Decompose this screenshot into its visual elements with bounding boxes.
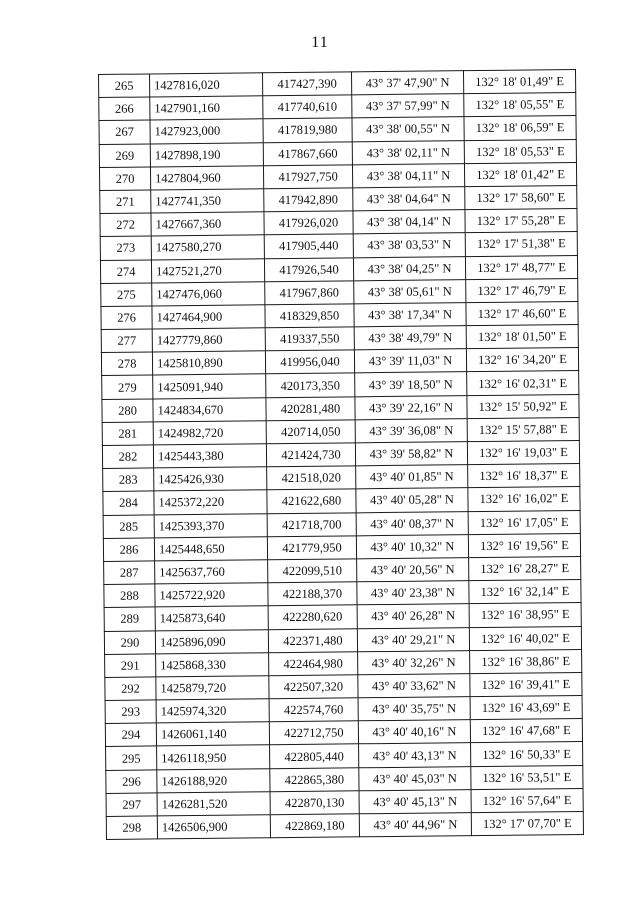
longitude-cell: 132° 16' 16,02" E [468, 487, 580, 511]
longitude-cell: 132° 18' 06,59" E [464, 116, 576, 140]
point-number-cell: 277 [101, 329, 152, 353]
y-coordinate-cell: 419956,040 [265, 350, 354, 374]
longitude-cell: 132° 17' 46,60" E [466, 301, 578, 325]
latitude-cell: 43° 40' 35,75" N [358, 697, 470, 721]
longitude-cell: 132° 17' 51,38" E [465, 232, 577, 256]
latitude-cell: 43° 37' 47,90" N [351, 71, 463, 95]
latitude-cell: 43° 40' 40,16" N [358, 720, 470, 744]
longitude-cell: 132° 16' 19,03" E [467, 440, 579, 464]
longitude-cell: 132° 17' 46,79" E [466, 278, 578, 302]
x-coordinate-cell: 1426188,920 [157, 768, 270, 792]
y-coordinate-cell: 417927,750 [263, 165, 352, 189]
point-number-cell: 281 [102, 422, 153, 446]
point-number-cell: 287 [104, 561, 155, 585]
latitude-cell: 43° 37' 57,99" N [352, 94, 464, 118]
x-coordinate-cell: 1427804,960 [150, 166, 263, 190]
point-number-cell: 298 [106, 816, 157, 840]
latitude-cell: 43° 40' 32,26" N [358, 650, 470, 674]
point-number-cell: 283 [103, 468, 154, 492]
x-coordinate-cell: 1425393,370 [154, 513, 267, 537]
x-coordinate-cell: 1425448,650 [154, 537, 267, 561]
x-coordinate-cell: 1426061,140 [156, 722, 269, 746]
point-number-cell: 286 [103, 538, 154, 562]
point-number-cell: 285 [103, 514, 154, 538]
y-coordinate-cell: 422574,760 [269, 698, 358, 722]
longitude-cell: 132° 16' 43,69" E [470, 696, 582, 720]
longitude-cell: 132° 18' 01,42" E [464, 162, 576, 186]
longitude-cell: 132° 16' 02,31" E [467, 371, 579, 395]
point-number-cell: 270 [99, 167, 150, 191]
y-coordinate-cell: 417819,980 [263, 118, 352, 142]
point-number-cell: 282 [102, 445, 153, 469]
y-coordinate-cell: 417740,610 [263, 95, 352, 119]
point-number-cell: 292 [105, 677, 156, 701]
latitude-cell: 43° 39' 18,50" N [355, 372, 467, 396]
y-coordinate-cell: 420281,480 [266, 396, 355, 420]
x-coordinate-cell: 1425426,930 [154, 467, 267, 491]
longitude-cell: 132° 18' 05,53" E [464, 139, 576, 163]
latitude-cell: 43° 40' 29,21" N [357, 627, 469, 651]
longitude-cell: 132° 18' 05,55" E [464, 93, 576, 117]
x-coordinate-cell: 1426118,950 [157, 745, 270, 769]
latitude-cell: 43° 39' 58,82" N [355, 442, 467, 466]
point-number-cell: 284 [103, 491, 154, 515]
y-coordinate-cell: 422712,750 [269, 721, 358, 745]
y-coordinate-cell: 422464,980 [269, 652, 358, 676]
y-coordinate-cell: 417926,540 [264, 257, 353, 281]
latitude-cell: 43° 38' 04,14" N [353, 210, 465, 234]
x-coordinate-cell: 1427464,900 [152, 305, 265, 329]
x-coordinate-cell: 1426281,520 [157, 792, 270, 816]
latitude-cell: 43° 39' 36,08" N [355, 418, 467, 442]
latitude-cell: 43° 38' 04,25" N [353, 256, 465, 280]
point-number-cell: 269 [99, 144, 150, 168]
point-number-cell: 295 [106, 746, 157, 770]
y-coordinate-cell: 422099,510 [268, 559, 357, 583]
x-coordinate-cell: 1425637,760 [155, 560, 268, 584]
y-coordinate-cell: 422507,320 [269, 675, 358, 699]
longitude-cell: 132° 16' 32,14" E [469, 580, 581, 604]
y-coordinate-cell: 422870,130 [270, 791, 359, 815]
longitude-cell: 132° 16' 39,41" E [470, 672, 582, 696]
y-coordinate-cell: 422280,620 [268, 605, 357, 629]
y-coordinate-cell: 417967,860 [265, 281, 354, 305]
longitude-cell: 132° 16' 57,64" E [471, 788, 583, 812]
longitude-cell: 132° 16' 53,51" E [471, 765, 583, 789]
latitude-cell: 43° 40' 26,28" N [357, 604, 469, 628]
longitude-cell: 132° 16' 17,05" E [468, 510, 580, 534]
x-coordinate-cell: 1427923,000 [150, 119, 263, 143]
latitude-cell: 43° 38' 05,61" N [354, 279, 466, 303]
point-number-cell: 272 [100, 213, 151, 237]
x-coordinate-cell: 1425974,320 [156, 699, 269, 723]
point-number-cell: 296 [106, 770, 157, 794]
point-number-cell: 274 [100, 259, 151, 283]
x-coordinate-cell: 1425868,330 [156, 652, 269, 676]
x-coordinate-cell: 1427816,020 [150, 73, 263, 97]
longitude-cell: 132° 15' 57,88" E [467, 417, 579, 441]
x-coordinate-cell: 1425091,940 [153, 374, 266, 398]
y-coordinate-cell: 417427,390 [262, 72, 351, 96]
y-coordinate-cell: 419337,550 [265, 327, 354, 351]
longitude-cell: 132° 16' 38,95" E [469, 603, 581, 627]
x-coordinate-cell: 1424834,670 [153, 397, 266, 421]
table-row [106, 811, 583, 839]
latitude-cell: 43° 39' 11,03" N [354, 349, 466, 373]
y-coordinate-cell: 417926,020 [264, 211, 353, 235]
longitude-cell: 132° 17' 55,28" E [465, 209, 577, 233]
longitude-cell: 132° 17' 48,77" E [465, 255, 577, 279]
coordinates-table [98, 69, 584, 840]
latitude-cell: 43° 38' 00,55" N [352, 117, 464, 141]
point-number-cell: 288 [104, 584, 155, 608]
y-coordinate-cell: 417942,890 [264, 188, 353, 212]
x-coordinate-cell: 1424982,720 [153, 421, 266, 445]
longitude-cell: 132° 16' 50,33" E [471, 742, 583, 766]
y-coordinate-cell: 417905,440 [264, 234, 353, 258]
latitude-cell: 43° 40' 33,62" N [358, 674, 470, 698]
longitude-cell: 132° 17' 58,60" E [465, 185, 577, 209]
point-number-cell: 290 [104, 630, 155, 654]
longitude-cell: 132° 18' 01,50" E [466, 325, 578, 349]
latitude-cell: 43° 38' 04,64" N [353, 187, 465, 211]
y-coordinate-cell: 422805,440 [270, 744, 359, 768]
y-coordinate-cell: 421518,020 [267, 466, 356, 490]
latitude-cell: 43° 40' 08,37" N [356, 511, 468, 535]
latitude-cell: 43° 40' 10,32" N [356, 534, 468, 558]
point-number-cell: 291 [105, 654, 156, 678]
latitude-cell: 43° 40' 23,38" N [357, 581, 469, 605]
latitude-cell: 43° 38' 02,11" N [352, 140, 464, 164]
x-coordinate-cell: 1427779,860 [152, 328, 265, 352]
point-number-cell: 279 [102, 375, 153, 399]
y-coordinate-cell: 421779,950 [267, 536, 356, 560]
longitude-cell: 132° 15' 50,92" E [467, 394, 579, 418]
latitude-cell: 43° 38' 17,34" N [354, 303, 466, 327]
x-coordinate-cell: 1427521,270 [151, 258, 264, 282]
y-coordinate-cell: 417867,660 [263, 141, 352, 165]
point-number-cell: 266 [99, 97, 150, 121]
y-coordinate-cell: 420714,050 [266, 420, 355, 444]
latitude-cell: 43° 40' 44,96" N [359, 813, 471, 837]
latitude-cell: 43° 40' 01,85" N [356, 465, 468, 489]
latitude-cell: 43° 40' 05,28" N [356, 488, 468, 512]
latitude-cell: 43° 38' 49,79" N [354, 326, 466, 350]
latitude-cell: 43° 40' 45,13" N [359, 789, 471, 813]
point-number-cell: 265 [99, 74, 150, 98]
x-coordinate-cell: 1425879,720 [156, 676, 269, 700]
x-coordinate-cell: 1425896,090 [155, 629, 268, 653]
y-coordinate-cell: 421424,730 [266, 443, 355, 467]
latitude-cell: 43° 40' 45,03" N [359, 766, 471, 790]
point-number-cell: 278 [101, 352, 152, 376]
x-coordinate-cell: 1427476,060 [152, 281, 265, 305]
x-coordinate-cell: 1427667,360 [151, 212, 264, 236]
x-coordinate-cell: 1427741,350 [151, 189, 264, 213]
longitude-cell: 132° 16' 47,68" E [470, 719, 582, 743]
latitude-cell: 43° 38' 03,53" N [353, 233, 465, 257]
latitude-cell: 43° 39' 22,16" N [355, 395, 467, 419]
y-coordinate-cell: 422865,380 [270, 767, 359, 791]
y-coordinate-cell: 421622,680 [267, 489, 356, 513]
point-number-cell: 294 [105, 723, 156, 747]
page-number: 11 [311, 34, 329, 51]
y-coordinate-cell: 420173,350 [266, 373, 355, 397]
latitude-cell: 43° 38' 04,11" N [352, 163, 464, 187]
y-coordinate-cell: 422869,180 [270, 814, 359, 838]
y-coordinate-cell: 422371,480 [268, 628, 357, 652]
point-number-cell: 276 [101, 306, 152, 330]
x-coordinate-cell: 1427898,190 [150, 142, 263, 166]
x-coordinate-cell: 1425443,380 [153, 444, 266, 468]
x-coordinate-cell: 1426506,900 [157, 815, 270, 839]
x-coordinate-cell: 1425873,640 [155, 606, 268, 630]
latitude-cell: 43° 40' 43,13" N [359, 743, 471, 767]
longitude-cell: 132° 16' 34,20" E [466, 348, 578, 372]
point-number-cell: 280 [102, 399, 153, 423]
x-coordinate-cell: 1425722,920 [155, 583, 268, 607]
point-number-cell: 273 [100, 236, 151, 260]
longitude-cell: 132° 16' 40,02" E [469, 626, 581, 650]
longitude-cell: 132° 16' 38,86" E [470, 649, 582, 673]
y-coordinate-cell: 422188,370 [268, 582, 357, 606]
x-coordinate-cell: 1427901,160 [150, 96, 263, 120]
longitude-cell: 132° 17' 07,70" E [471, 811, 583, 835]
longitude-cell: 132° 16' 28,27" E [469, 556, 581, 580]
longitude-cell: 132° 18' 01,49" E [463, 69, 575, 93]
point-number-cell: 297 [106, 793, 157, 817]
latitude-cell: 43° 40' 20,56" N [357, 558, 469, 582]
point-number-cell: 267 [99, 120, 150, 144]
longitude-cell: 132° 16' 19,56" E [468, 533, 580, 557]
x-coordinate-cell: 1425372,220 [154, 490, 267, 514]
y-coordinate-cell: 418329,850 [265, 304, 354, 328]
point-number-cell: 289 [104, 607, 155, 631]
longitude-cell: 132° 16' 18,37" E [468, 464, 580, 488]
point-number-cell: 271 [100, 190, 151, 214]
x-coordinate-cell: 1427580,270 [151, 235, 264, 259]
point-number-cell: 293 [105, 700, 156, 724]
point-number-cell: 275 [101, 283, 152, 307]
x-coordinate-cell: 1425810,890 [152, 351, 265, 375]
y-coordinate-cell: 421718,700 [267, 512, 356, 536]
coordinates-table-body [99, 69, 584, 839]
